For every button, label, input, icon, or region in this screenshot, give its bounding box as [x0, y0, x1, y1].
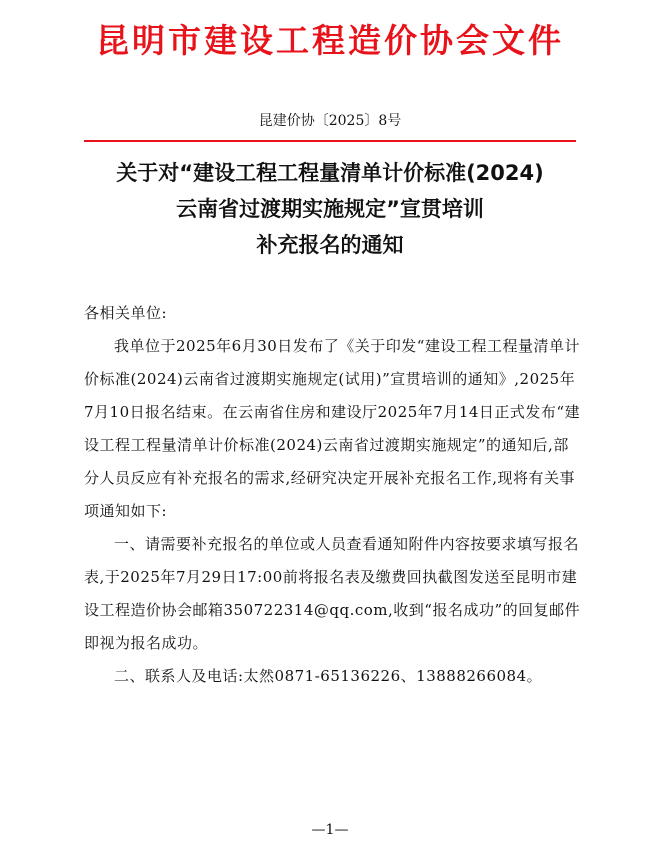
- salutation: 各相关单位:: [84, 304, 168, 322]
- body-paragraph-intro: 我单位于2025年6月30日发布了《关于印发“建设工程工程量清单计价标准(2024)云南省过渡期实施规定(试用)”宣贯培训的通知》,2025年7月10日报名结束。在云南省住房和建设厅2025年7月14日正式发布“建设工程工程量清单计价标准(2024)云南省过渡期实施规定”的通知后,部分人员反应有补充报名的需求,经研究决定开展补充报名工作,现将有关事项通知如下:: [84, 337, 581, 520]
- body-paragraph-item-1: 一、请需要补充报名的单位或人员查看通知附件内容按要求填写报名表,于2025年7月29日17:00前将报名表及缴费回执截图发送至昆明市建设工程造价协会邮箱350722314@qq.com,收到“报名成功”的回复邮件即视为报名成功。: [84, 535, 581, 652]
- notice-title: [60, 155, 600, 263]
- title-line: 云南省过渡期实施规定”宣贯培训: [176, 197, 484, 221]
- red-divider-line: [84, 140, 576, 142]
- body-paragraph-item-2: 二、联系人及电话:太然0871-65136226、13888266084。: [114, 667, 543, 685]
- title-line: 关于对“建设工程工程量清单计价标准(2024): [116, 161, 544, 185]
- org-header-title: 昆明市建设工程造价协会文件: [96, 21, 564, 60]
- page-number: —1—: [311, 822, 349, 838]
- title-line: 补充报名的通知: [256, 233, 404, 257]
- notice-body: [84, 297, 584, 693]
- document-number: 昆建价协〔2025〕8号: [258, 113, 402, 129]
